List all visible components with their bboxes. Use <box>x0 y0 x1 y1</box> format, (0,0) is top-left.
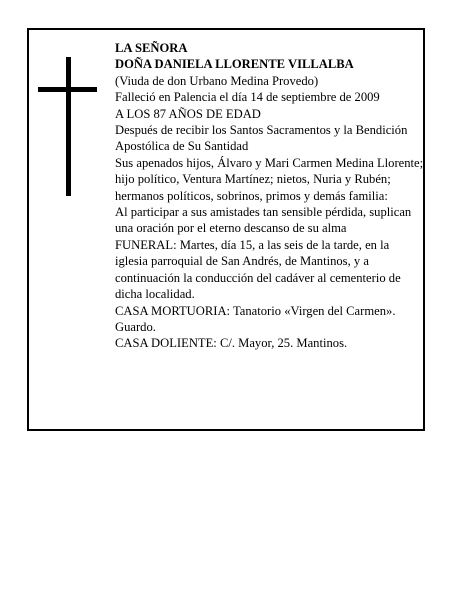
request-paragraph: Al participar a sus amistades tan sensible pérdida, suplican una oración por el eterno descanso de su alma <box>115 205 412 236</box>
mortuary-paragraph: CASA MORTUORIA: Tanatorio «Virgen del Carmen». Guardo. <box>115 303 396 334</box>
obituary-text <box>115 40 425 352</box>
deceased-name: DOÑA DANIELA LLORENTE VILLALBA <box>115 57 354 72</box>
widow-of-line: (Viuda de don Urbano Medina Provedo) <box>115 73 319 88</box>
cross-horizontal-bar <box>38 87 97 92</box>
mourning-house-paragraph: CASA DOLIENTE: C/. Mayor, 25. Mantinos. <box>115 336 348 351</box>
cross-vertical-bar <box>66 57 71 196</box>
sacraments-paragraph: Después de recibir los Santos Sacramentos y la Bendición Apostólica de Su Santidad <box>115 123 408 154</box>
age-line: A LOS 87 AÑOS DE EDAD <box>115 106 261 121</box>
funeral-paragraph: FUNERAL: Martes, día 15, a las seis de la tarde, en la iglesia parroquial de San Andrés, de Mantinos, y a continuación la conducción del cadáver al cementerio de dicha localidad. <box>115 237 401 302</box>
mourners-paragraph: Sus apenados hijos, Álvaro y Mari Carmen Medina Llorente; hijo político, Ventura Martínez; nietos, Nuria y Rubén; hermanos políticos, sobrinos, primos y demás familia: <box>115 155 424 203</box>
notice-title: LA SEÑORA <box>115 41 188 55</box>
death-line: Falleció en Palencia el día 14 de septiembre de 2009 <box>115 90 380 105</box>
